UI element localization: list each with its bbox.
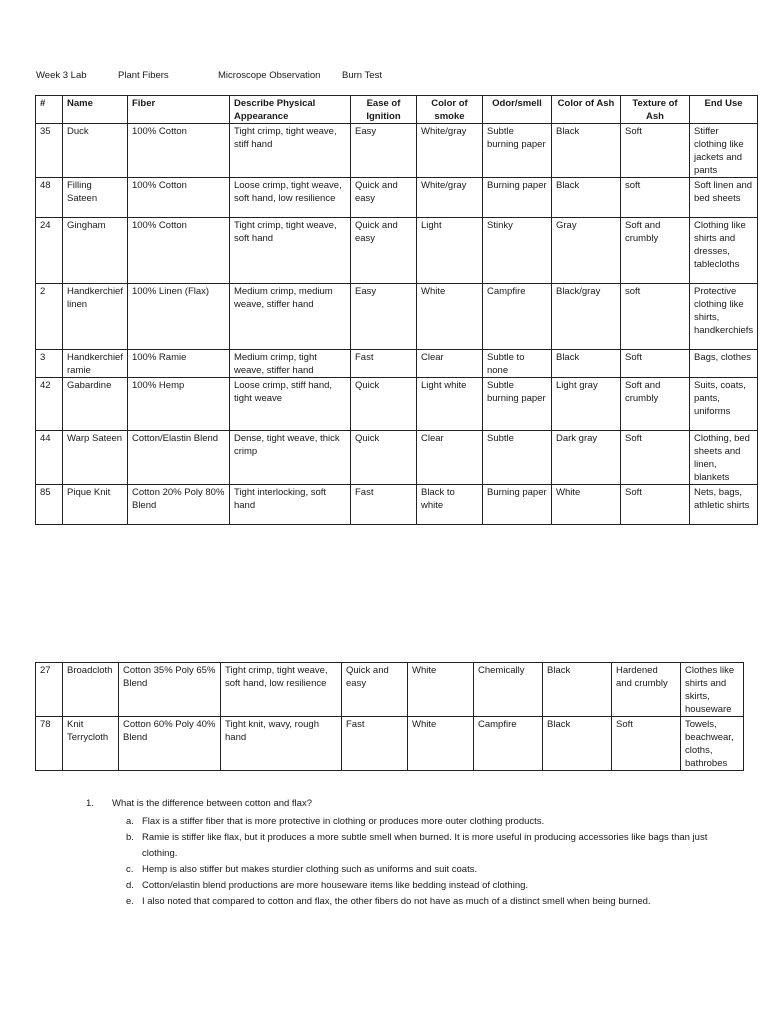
- cell-number: 2: [36, 284, 63, 350]
- answer-letter: d.: [126, 880, 134, 891]
- cell-odor: Campfire: [482, 284, 551, 350]
- cell-ash-color: Gray: [551, 218, 620, 284]
- column-header-ash-texture: Texture of Ash: [620, 96, 689, 124]
- cell-ash-color: White: [551, 485, 620, 525]
- fiber-burn-test-table-continued: [35, 662, 744, 771]
- cell-smoke: Light white: [416, 378, 482, 431]
- cell-end-use: Suits, coats, pants, uniforms: [689, 378, 757, 431]
- cell-name: Gabardine: [63, 378, 128, 431]
- cell-ignition: Fast: [350, 350, 416, 378]
- cell-ignition: Quick and easy: [350, 178, 416, 218]
- cell-odor: Chemically: [474, 663, 543, 717]
- cell-smoke: White/gray: [416, 178, 482, 218]
- cell-appearance: Tight crimp, tight weave, stiff hand: [229, 124, 350, 178]
- cell-odor: Subtle burning paper: [482, 124, 551, 178]
- cell-ash-texture: Soft: [620, 431, 689, 485]
- cell-number: 48: [36, 178, 63, 218]
- answer-text: Flax is a stiffer fiber that is more protective in clothing or produces more outer clothing products.: [142, 816, 545, 827]
- cell-ash-texture: Soft: [620, 485, 689, 525]
- cell-name: Knit Terrycloth: [63, 717, 119, 771]
- table-row: [36, 717, 744, 771]
- cell-ignition: Easy: [350, 124, 416, 178]
- cell-appearance: Tight interlocking, soft hand: [229, 485, 350, 525]
- cell-number: 85: [36, 485, 63, 525]
- answer-item: [126, 894, 726, 910]
- cell-name: Filling Sateen: [63, 178, 128, 218]
- cell-appearance: Loose crimp, stiff hand, tight weave: [229, 378, 350, 431]
- cell-odor: Stinky: [482, 218, 551, 284]
- cell-ash-color: Black: [551, 178, 620, 218]
- cell-name: Handkerchief ramie: [63, 350, 128, 378]
- answer-text: I also noted that compared to cotton and flax, the other fibers do not have as much of a distinct smell when being burned.: [142, 896, 651, 907]
- lab-topic-label: Plant Fibers: [118, 70, 169, 81]
- cell-number: 24: [36, 218, 63, 284]
- cell-smoke: Clear: [416, 350, 482, 378]
- cell-ash-texture: Soft: [620, 350, 689, 378]
- column-header-odor: Odor/smell: [482, 96, 551, 124]
- column-header-smoke: Color of smoke: [416, 96, 482, 124]
- cell-appearance: Tight crimp, tight weave, soft hand, low resilience: [221, 663, 342, 717]
- cell-odor: Burning paper: [482, 178, 551, 218]
- cell-ash-color: Light gray: [551, 378, 620, 431]
- cell-appearance: Medium crimp, tight weave, stiffer hand: [229, 350, 350, 378]
- cell-odor: Burning paper: [482, 485, 551, 525]
- cell-ash-texture: soft: [620, 178, 689, 218]
- cell-ash-color: Black: [551, 350, 620, 378]
- fiber-burn-test-table: [35, 95, 758, 525]
- cell-ash-color: Black: [543, 717, 612, 771]
- table-row: [36, 431, 758, 485]
- question-number: 1.: [86, 798, 94, 809]
- cell-ash-texture: Soft: [620, 124, 689, 178]
- cell-ignition: Quick: [350, 431, 416, 485]
- question-text: What is the difference between cotton and flax?: [112, 798, 312, 809]
- cell-number: 78: [36, 717, 63, 771]
- cell-number: 44: [36, 431, 63, 485]
- cell-fiber: 100% Hemp: [127, 378, 229, 431]
- cell-appearance: Tight knit, wavy, rough hand: [221, 717, 342, 771]
- cell-name: Duck: [63, 124, 128, 178]
- cell-fiber: Cotton/Elastin Blend: [127, 431, 229, 485]
- cell-end-use: Soft linen and bed sheets: [689, 178, 757, 218]
- column-header-end-use: End Use: [689, 96, 757, 124]
- column-header-appearance: Describe Physical Appearance: [229, 96, 350, 124]
- cell-fiber: 100% Cotton: [127, 178, 229, 218]
- cell-name: Gingham: [63, 218, 128, 284]
- cell-ash-texture: soft: [620, 284, 689, 350]
- answer-item: [126, 814, 726, 830]
- cell-smoke: White/gray: [416, 124, 482, 178]
- cell-ash-texture: Soft and crumbly: [620, 218, 689, 284]
- column-header-ash-color: Color of Ash: [551, 96, 620, 124]
- cell-end-use: Clothing like shirts and dresses, tablecloths: [689, 218, 757, 284]
- cell-end-use: Clothes like shirts and skirts, houseware: [681, 663, 744, 717]
- cell-ash-texture: Hardened and crumbly: [612, 663, 681, 717]
- table-row: [36, 178, 758, 218]
- cell-ignition: Fast: [350, 485, 416, 525]
- cell-appearance: Dense, tight weave, thick crimp: [229, 431, 350, 485]
- question-section: [86, 796, 726, 910]
- cell-odor: Subtle to none: [482, 350, 551, 378]
- cell-ash-color: Black/gray: [551, 284, 620, 350]
- cell-end-use: Towels, beachwear, cloths, bathrobes: [681, 717, 744, 771]
- answer-list: [86, 814, 726, 910]
- cell-name: Warp Sateen: [63, 431, 128, 485]
- cell-smoke: Black to white: [416, 485, 482, 525]
- cell-smoke: Clear: [416, 431, 482, 485]
- cell-fiber: Cotton 60% Poly 40% Blend: [119, 717, 221, 771]
- cell-ash-texture: Soft and crumbly: [620, 378, 689, 431]
- cell-fiber: 100% Linen (Flax): [127, 284, 229, 350]
- lab-method-label: Microscope Observation: [218, 70, 321, 81]
- question-item: [86, 796, 726, 812]
- answer-letter: e.: [126, 896, 134, 907]
- lab-week-label: Week 3 Lab: [36, 70, 87, 81]
- cell-fiber: 100% Cotton: [127, 124, 229, 178]
- table-row: [36, 663, 744, 717]
- cell-smoke: Light: [416, 218, 482, 284]
- cell-name: Handkerchief linen: [63, 284, 128, 350]
- cell-number: 27: [36, 663, 63, 717]
- cell-end-use: Protective clothing like shirts, handkerchiefs: [689, 284, 757, 350]
- cell-smoke: White: [408, 663, 474, 717]
- cell-ignition: Fast: [342, 717, 408, 771]
- column-header-name: Name: [63, 96, 128, 124]
- cell-fiber: Cotton 35% Poly 65% Blend: [119, 663, 221, 717]
- answer-text: Ramie is stiffer like flax, but it produces a more subtle smell when burned. It is more useful in producing accessories like bags than just clothing.: [142, 832, 708, 859]
- cell-appearance: Tight crimp, tight weave, soft hand: [229, 218, 350, 284]
- answer-letter: b.: [126, 832, 134, 843]
- answer-item: [126, 830, 726, 862]
- cell-fiber: 100% Cotton: [127, 218, 229, 284]
- cell-ignition: Quick and easy: [342, 663, 408, 717]
- cell-ignition: Quick: [350, 378, 416, 431]
- table-row: [36, 350, 758, 378]
- answer-item: [126, 878, 726, 894]
- table-row: [36, 284, 758, 350]
- lab-test-label: Burn Test: [342, 70, 382, 81]
- worksheet-header: [36, 70, 736, 84]
- table-row: [36, 218, 758, 284]
- table-header-row: [36, 96, 758, 124]
- cell-fiber: 100% Ramie: [127, 350, 229, 378]
- cell-number: 42: [36, 378, 63, 431]
- column-header-ignition: Ease of Ignition: [350, 96, 416, 124]
- cell-end-use: Stiffer clothing like jackets and pants: [689, 124, 757, 178]
- cell-ignition: Quick and easy: [350, 218, 416, 284]
- cell-fiber: Cotton 20% Poly 80% Blend: [127, 485, 229, 525]
- answer-letter: c.: [126, 864, 134, 875]
- table-row: [36, 378, 758, 431]
- cell-appearance: Medium crimp, medium weave, stiffer hand: [229, 284, 350, 350]
- cell-ash-color: Dark gray: [551, 431, 620, 485]
- cell-ignition: Easy: [350, 284, 416, 350]
- answer-letter: a.: [126, 816, 134, 827]
- cell-odor: Subtle: [482, 431, 551, 485]
- column-header-number: #: [36, 96, 63, 124]
- table-row: [36, 124, 758, 178]
- cell-end-use: Nets, bags, athletic shirts: [689, 485, 757, 525]
- cell-odor: Campfire: [474, 717, 543, 771]
- cell-smoke: White: [416, 284, 482, 350]
- cell-ash-texture: Soft: [612, 717, 681, 771]
- answer-text: Hemp is also stiffer but makes sturdier clothing such as uniforms and suit coats.: [142, 864, 478, 875]
- cell-end-use: Clothing, bed sheets and linen, blankets: [689, 431, 757, 485]
- cell-name: Broadcloth: [63, 663, 119, 717]
- cell-ash-color: Black: [551, 124, 620, 178]
- answer-item: [126, 862, 726, 878]
- table-row: [36, 485, 758, 525]
- answer-text: Cotton/elastin blend productions are more houseware items like bedding instead of clothing.: [142, 880, 529, 891]
- cell-number: 35: [36, 124, 63, 178]
- cell-appearance: Loose crimp, tight weave, soft hand, low resilience: [229, 178, 350, 218]
- cell-name: Pique Knit: [63, 485, 128, 525]
- cell-ash-color: Black: [543, 663, 612, 717]
- cell-smoke: White: [408, 717, 474, 771]
- cell-odor: Subtle burning paper: [482, 378, 551, 431]
- cell-number: 3: [36, 350, 63, 378]
- column-header-fiber: Fiber: [127, 96, 229, 124]
- cell-end-use: Bags, clothes: [689, 350, 757, 378]
